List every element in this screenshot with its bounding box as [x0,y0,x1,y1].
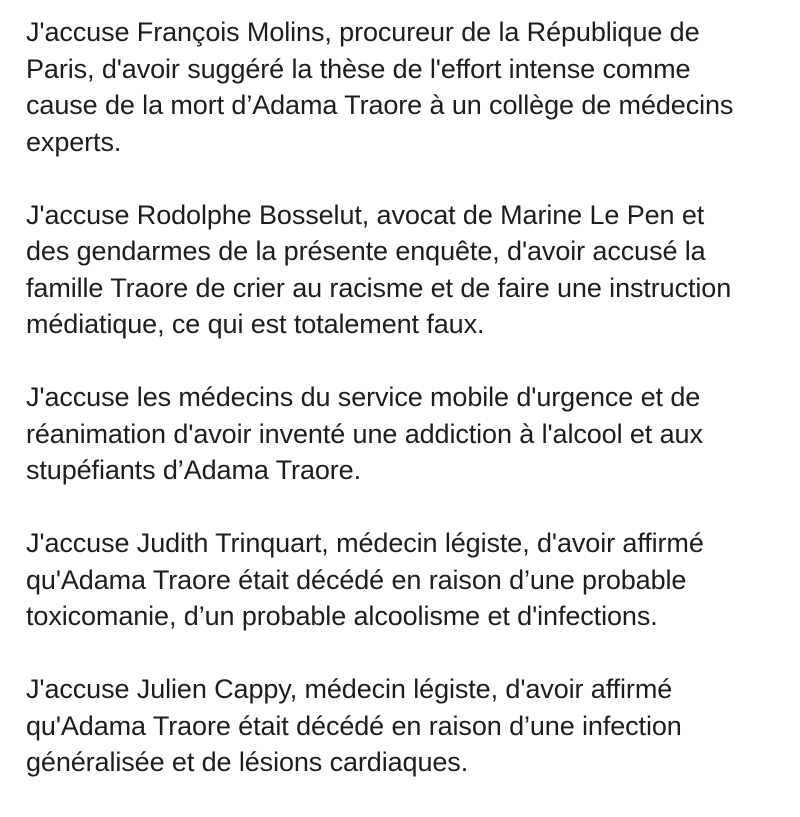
text-line: J'accuse Julien Cappy, médecin légiste, d'avoir affirmé [26,674,673,704]
text-line: J'accuse Rodolphe Bosselut, avocat de Marine Le Pen et [26,199,705,230]
text-line: médiatique, ce qui est totalement faux. [26,309,485,339]
paragraph-medecins-urgence [26,379,796,489]
text-line: cause de la mort d’Adama Traore à un collège de médecins [26,90,734,120]
text-line: J'accuse François Molins, procureur de la République de [26,17,700,47]
text-line: toxicomanie, d’un probable alcoolisme et d'infections. [26,601,658,631]
text-line: qu'Adama Traore était décédé en raison d’une probable [26,564,687,595]
paragraph-rodolphe-bosselut [26,197,796,343]
text-line: experts. [26,126,122,157]
paragraph-julien-cappy [26,671,796,781]
document-body [26,14,796,817]
text-line: Paris, d'avoir suggéré la thèse de l'effort intense comme [26,53,691,84]
text-line: des gendarmes de la présente enquête, d'avoir accusé la [26,236,706,266]
text-line: J'accuse les médecins du service mobile d'urgence et de [26,382,701,412]
text-line: famille Traore de crier au racisme et de faire une instruction [26,272,732,303]
paragraph-francois-molins [26,14,796,160]
text-line: réanimation d'avoir inventé une addiction à l'alcool et aux [26,418,703,449]
text-line: qu'Adama Traore était décédé en raison d’une infection [26,710,682,741]
paragraph-judith-trinquart [26,525,796,635]
text-line: J'accuse Judith Trinquart, médecin légiste, d'avoir affirmé [26,528,704,558]
text-line: stupéfiants d’Adama Traore. [26,455,361,485]
text-line: généralisée et de lésions cardiaques. [26,747,469,777]
